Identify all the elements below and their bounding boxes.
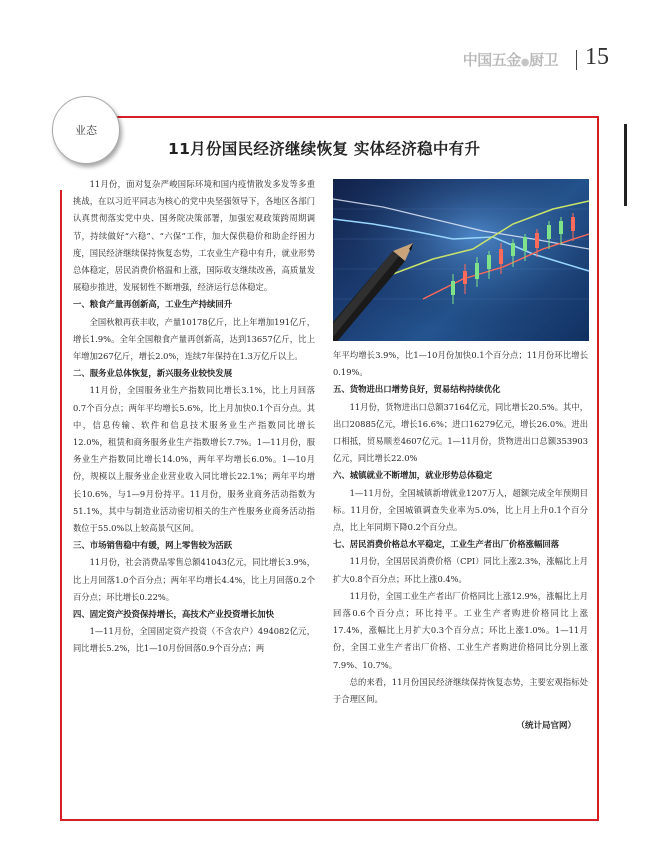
brand-name: 中国五金 — [462, 51, 521, 69]
page-number: 15 — [585, 44, 609, 70]
section-heading: 四、固定资产投资保持增长，高技术产业投资增长加快 — [73, 609, 274, 620]
article-title: 11月份国民经济继续恢复 实体经济稳中有升 — [168, 140, 481, 158]
section-heading: 一、粮食产量再创新高，工业生产持续回升 — [73, 299, 233, 310]
magazine-brand — [463, 49, 558, 70]
section-paragraph: 11月份，全国居民消费价格（CPI）同比上涨2.3%，涨幅比上月扩大0.8个百分点；环比上涨0.4%。 — [333, 556, 588, 584]
section-heading: 二、服务业总体恢复，新兴服务业较快发展 — [73, 368, 233, 379]
section-paragraph: 1—11月份，全国城镇新增就业1207万人，超额完成全年预期目标。11月份，全国城镇调查失业率为5.0%，比上月上升0.1个百分点，比上年同期下降0.2个百分点。 — [333, 487, 588, 533]
section-paragraph: 11月份，社会消费品零售总额41043亿元，同比增长3.9%，比上月回落1.0个百分点；两年平均增长4.4%，比上月回落0.2个百分点；环比增长0.22%。 — [73, 557, 315, 602]
section-paragraph: 1—11月份，全国固定资产投资（不含农户）494082亿元，同比增长5.2%，比1—10月份回落0.9个百分点；两 — [73, 626, 315, 654]
category-badge: 业态 — [52, 96, 120, 164]
pencil-on-stock-chart-icon — [333, 179, 589, 341]
section-paragraph: 全国秋粮再获丰收，产量10178亿斤，比上年增加191亿斤，增长1.9%。全年全国粮食产量再创新高，达到13657亿斤，比上年增加267亿斤，增长2.0%，连续7年保持在1.3万亿斤以上。 — [73, 316, 315, 362]
continued-paragraph: 年平均增长3.9%，比1—10月份加快0.1个百分点；11月份环比增长0.19%。 — [333, 350, 588, 378]
side-accent-bar — [624, 124, 627, 206]
section-paragraph: 11月份，全国服务业生产指数同比增长3.1%，比上月回落0.7个百分点；两年平均增长5.6%，比上月加快0.1个百分点。其中，信息传输、软件和信息技术服务业生产指数同比增长12.0%，租赁和商务服务业生产指数增长7.7%。1—11月份，服务业生产指数同比增长14.0%，两年平均增长6.0%。1—10月份，规模以上服务业企业营业收入同比增长22.1%；两年平均增长10.6%，与1—9月份持平。11月份，服务业商务活动指数为51.1%，其中与制造业活动密切相关的生产性服务业商务活动指数位于55.0%以上较高景气区间。 — [73, 385, 315, 534]
section-heading: 七、居民消费价格总水平稳定，工业生产者出厂价格涨幅回落 — [333, 539, 560, 550]
summary-paragraph: 总的来看，11月份国民经济继续保持恢复态势，主要宏观指标处于合理区间。 — [333, 676, 588, 705]
brand-separator: ● — [520, 57, 529, 68]
column-left — [73, 176, 315, 658]
section-heading: 三、市场销售稳中有缓，网上零售较为活跃 — [73, 540, 233, 551]
column-right — [333, 347, 588, 735]
article-source: （统计局官网） — [516, 721, 576, 732]
section-paragraph: 11月份，全国工业生产者出厂价格同比上涨12.9%，涨幅比上月回落0.6个百分点；环比持平。工业生产者购进价格同比上涨17.4%，涨幅比上月扩大0.3个百分点；环比上涨1.0%。1—11月份，全国工业生产者出厂价格、工业生产者购进价格同比分别上涨7.9%、10.7%。 — [333, 590, 588, 670]
brand-suffix: 厨卫 — [528, 51, 558, 69]
article-photo — [333, 179, 589, 341]
section-heading: 六、城镇就业不断增加，就业形势总体稳定 — [333, 470, 493, 481]
section-paragraph: 11月份，货物进出口总额37164亿元，同比增长20.5%。其中，出口20885亿元，增长16.6%；进口16279亿元，增长26.0%。进出口相抵，贸易顺差4607亿元。1—11月份，货物进出口总额353903亿元，同比增长22.0% — [333, 401, 588, 464]
intro-paragraph: 11月份，面对复杂严峻国际环境和国内疫情散发多发等多重挑战，在以习近平同志为核心的党中央坚强领导下，各地区各部门认真贯彻落实党中央、国务院决策部署，加强宏观政策跨周期调节，持续做好“六稳”、“六保”工作，加大保供稳价和助企纾困力度，国民经济继续保持恢复态势，工农业生产稳中有升，就业形势总体稳定，居民消费价格温和上涨，国际收支继续改善，高质量发展稳步推进，发展韧性不断增强，经济运行总体稳定。 — [73, 179, 315, 293]
page-number-divider — [576, 50, 577, 70]
section-heading: 五、货物进出口增势良好，贸易结构持续优化 — [333, 384, 501, 395]
